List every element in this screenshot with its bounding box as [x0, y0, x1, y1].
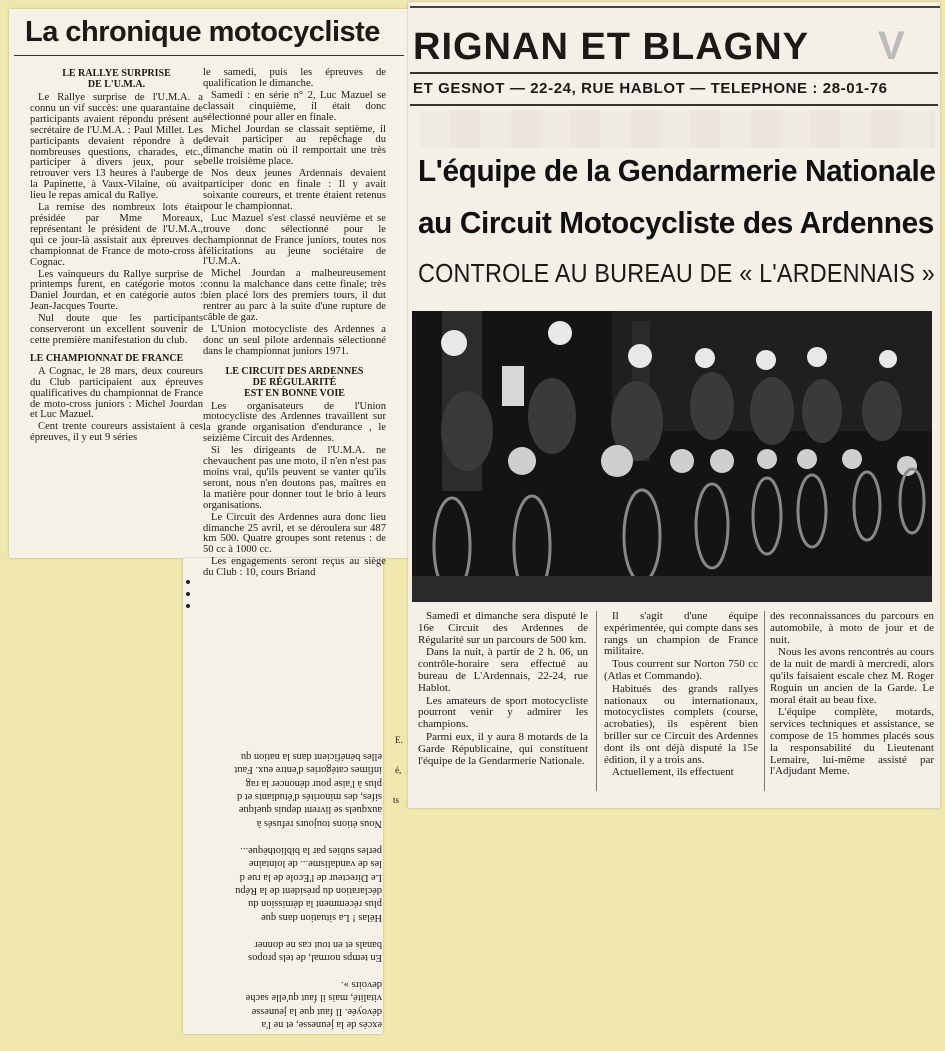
- article-paragraph: Les organisateurs de l'Union motocycliste des Ardennes travaillent sur la grande organisation d'endurance , le seizième Circuit des Ardennes.: [203, 400, 386, 445]
- right-column-1: [418, 611, 588, 768]
- article-paragraph: L'équipe complète, motards, services techniques et assistance, se compose de 15 hommes placés sous la responsabilité du Lieutenant Lemaire, lui-même assisté par l'Adjudant Meme.: [770, 706, 934, 778]
- article-paragraph: Nous les avons rencontrés au cours de la nuit de mardi à mercredi, alors qu'ils faisaient escale chez M. Roger Roguin un ancien de la Garde. Le moral était au beau fixe.: [770, 646, 934, 706]
- column-rule: [764, 611, 765, 791]
- right-column-2: [604, 611, 758, 780]
- article-paragraph: Si les dirigeants de l'U.M.A. ne chevauchent pas une moto, il n'en n'est pas moins vrai, qu'ils peuvent se vanter qu'ils seront, nous n'en doutons pas, maîtres en la matière pour donner tout le brio à leurs organisations.: [203, 445, 386, 511]
- margin-mark: é,: [395, 765, 402, 775]
- article-paragraph: Actuellement, ils effectuent: [612, 766, 734, 779]
- championnat-heading: LE CHAMPIONNAT DE FRANCE: [30, 352, 184, 364]
- article-paragraph: des reconnaissances du parcours en automobile, à moto de jour et de nuit.: [770, 610, 934, 646]
- photo-illustration: [412, 311, 932, 602]
- article-paragraph: Nos deux jeunes Ardennais devaient participer donc en finale : Il y avait soixante coureurs, et trente étaient retenus pour le championnat.: [203, 168, 386, 212]
- article-paragraph: Le Circuit des Ardennes aura donc lieu dimanche 25 avril, et se déroulera sur 487 km 500. Quatre groupes sont retenus : de 50 cc à 1000 cc.: [203, 511, 386, 556]
- column-rule: [596, 611, 597, 791]
- article-paragraph: Dans la nuit, à partir de 2 h. 06, un contrôle-horaire sera effectué au bureau de L'Ardennais, 22-24, rue Hablot.: [418, 646, 588, 694]
- masthead-rule: [410, 72, 938, 74]
- article-paragraph: Cent trente coureurs assistaient à ces épreuves, il y eut 9 séries: [30, 421, 203, 444]
- circuit-heading: LE CIRCUIT DES ARDENNES DE RÉGULARITÉ EST EN BONNE VOIE: [225, 365, 364, 399]
- margin-mark: ts: [393, 795, 400, 805]
- article-paragraph: Samedi : en série n° 2, Luc Mazuel se classait cinquième, il était donc sélectionné pour aller en finale.: [203, 89, 386, 123]
- subheadline: CONTROLE AU BUREAU DE « L'ARDENNAIS »: [418, 258, 935, 288]
- chronicle-title: La chronique motocycliste: [25, 16, 380, 48]
- headline-line-1: L'équipe de la Gendarmerie Nationale: [418, 153, 936, 188]
- article-paragraph: Luc Mazuel s'est classé neuvième et se trouve donc sélectionné pour le championnat de France juniors, toutes nos félicitations au jeune sociétaire de l'U.M.A.: [203, 212, 386, 268]
- masthead-rule-top: [410, 6, 940, 8]
- rallye-heading: LE RALLYE SURPRISE DE L'U.M.A.: [62, 68, 171, 90]
- article-paragraph: Michel Jourdan a malheureusement connu la malchance dans cette finale; très bien placé lors des premiers tours, il dut rentrer au parc à la suite d'une rupture de câble de gaz.: [203, 268, 386, 323]
- masthead-title: RIGNAN ET BLAGNY: [413, 26, 809, 68]
- article-paragraph: Samedi et dimanche sera disputé le 16e Circuit des Ardennes de Régularité sur un parcours de 500 km.: [418, 610, 588, 646]
- article-paragraph: Les vainqueurs du Rallye surprise de printemps furent, en catégorie motos : Daniel Jourdan, et en catégorie autos : Jean-Jacques Tourte.: [30, 268, 203, 313]
- right-column-3: [770, 611, 934, 779]
- gendarmerie-motorcycle-photo: [412, 311, 932, 602]
- article-paragraph: L'Union motocycliste des Ardennes a donc un seul pilote ardennais sélectionné dans le championnat juniors 1971.: [203, 323, 386, 357]
- title-rule: [14, 55, 404, 56]
- reversed-text-block: excès de la jeunesse, et ne l'a dévoyée. Il faut que la jeunesse vitalité, mais il faut qu'elle sache devoirs ». En temps normal, de tels propos banals et en tout cas ne donner Hélas ! La situation dans que plus récemment la démission du déclaration du président de la Répu Le Directeur de l'Ecole de la rue d les de vandalisme... de lointaine perles subies par la bibliothèque... Nous étions toujours refusés à auxquels se livrent depuis quelque sifes, des minorités d'étudiants et d plus à l'aise pour dénoncer la rag infimes catégories d'entre eux. Faut elles bénéficient dans la nation qu: [234, 750, 382, 1030]
- article-paragraph: A Cognac, le 28 mars, deux coureurs du Club participaient aux épreuves qualificatives du championnat de France de moto-cross juniors : Michel Jourdan et Luc Mazuel.: [30, 365, 203, 421]
- margin-dot: [186, 604, 190, 608]
- article-paragraph: Nul doute que les participants conserveront un excellent souvenir de cette première manifestation du club.: [30, 313, 203, 346]
- masthead-rule-bottom: [410, 104, 938, 106]
- left-column-2: [203, 68, 386, 580]
- article-paragraph: Parmi eux, il y aura 8 motards de la Garde Républicaine, qui constituent l'équipe de la Gendarmerie Nationale.: [418, 730, 588, 767]
- article-paragraph: Tous courrent sur Norton 750 cc (Atlas et Commando).: [604, 658, 758, 682]
- article-paragraph: La remise des nombreux lots était présidée par Mme Moreaux, représentant le président de l'U.M.A., qui ce jour-là assistait aux épreuves de championnat de France de moto-cross à Cognac.: [30, 202, 203, 268]
- address-line: ET GESNOT — 22-24, RUE HABLOT — TELEPHONE : 28-01-76: [413, 80, 888, 97]
- article-paragraph: Les amateurs de sport motocycliste pourront venir y admirer les champions.: [418, 694, 588, 731]
- margin-mark: E.: [395, 735, 403, 745]
- article-paragraph: le samedi, puis les épreuves de qualification le dimanche.: [203, 67, 386, 89]
- article-paragraph: Michel Jourdan se classait septième, il devait participer au repêchage du dimanche matin où il remportait une très belle troisième place.: [203, 123, 386, 168]
- masthead-extra: V: [878, 24, 905, 68]
- headline-line-2: au Circuit Motocycliste des Ardennes: [418, 205, 934, 240]
- article-paragraph: Le Rallye surprise de l'U.M.A. a connu un vif succès: une quarantaine de participants avaient répondu présent au secrétaire de l'U.M.A. : Paul Millet. Les participants devaient répondre à de nombreuses questions, charades, etc., participer à divers jeux, pour se retrouver vers 13 heures à l'auberge de la Papinette, à Vaux-Vilaine, où avait lieu le repas amical du Rallye.: [30, 92, 203, 202]
- article-paragraph: Il s'agit d'une équipe expérimentée, qui compte dans ses rangs un champion de France militaire.: [604, 610, 758, 658]
- margin-dot: [186, 592, 190, 596]
- article-paragraph: Habitués des grands rallyes nationaux ou internationaux, motocyclistes complets (course, acrobaties), ils espèrent bien briller sur ce Circuit des Ardennes dont ils ont déjà disputé la 15e édition, il y a trois ans.: [604, 682, 758, 766]
- margin-dot: [186, 580, 190, 584]
- left-column-1: [30, 64, 203, 445]
- bleed-through-area: [420, 110, 935, 148]
- article-paragraph: Les engagements seront reçus au siège du Club : 10, cours Briand: [203, 556, 386, 579]
